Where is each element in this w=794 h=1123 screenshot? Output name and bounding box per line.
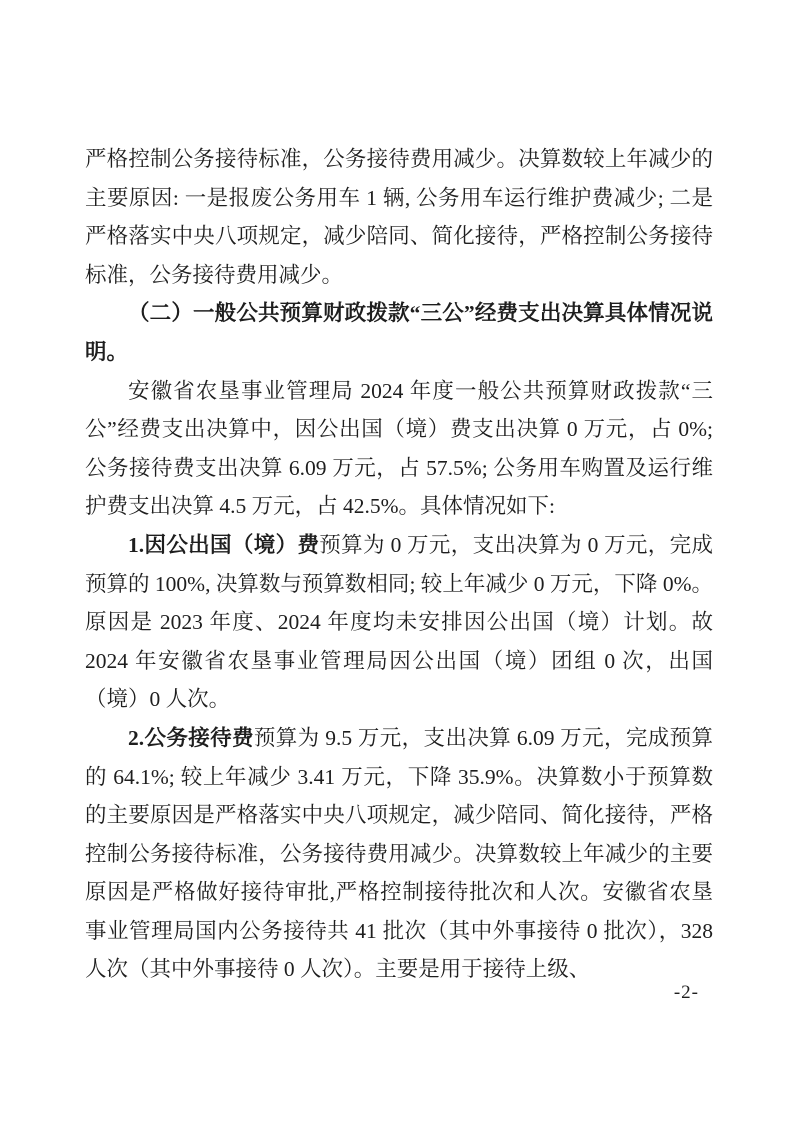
item2-label: 2.公务接待费	[128, 725, 254, 750]
paragraph-overview: 安徽省农垦事业管理局 2024 年度一般公共预算财政拨款“三公”经费支出决算中，因公出国（境）费支出决算 0 万元，占 0%; 公务接待费支出决算 6.09 万元，占 57.5%; 公务用车购置及运行维护费支出决算 4.5 万元，占 42.5%。具体情况如下:	[85, 378, 713, 519]
item2-text: 预算为 9.5 万元，支出决算 6.09 万元，完成预算的 64.1%; 较上年减少 3.41 万元，下降 35.9%。决算数小于预算数的主要原因是严格落实中央八项规定，减少陪同、简化接待，严格控制公务接待标准，公务接待费用减少。决算数较上年减少的主要原因是严格做好接待审批,严格控制接待批次和人次。安徽省农垦事业管理局国内公务接待共 41 批次（其中外事接待 0 批次），328 人次（其中外事接待 0 人次）。主要是用于接待上级、	[85, 725, 713, 982]
section-heading: （二）一般公共预算财政拨款“三公”经费支出决算具体情况说明。	[85, 301, 713, 364]
document-body	[85, 140, 713, 989]
paragraph-item1	[85, 526, 713, 719]
paragraph-continuation: 严格控制公务接待标准，公务接待费用减少。决算数较上年减少的主要原因: 一是报废公务用车 1 辆, 公务用车运行维护费减少; 二是严格落实中央八项规定，减少陪同、简化接待，严格控制公务接待标准，公务接待费用减少。	[85, 147, 713, 287]
item1-label: 1.因公出国（境）费	[128, 532, 320, 557]
item1-text: 预算为 0 万元，支出决算为 0 万元，完成预算的 100%, 决算数与预算数相同; 较上年减少 0 万元，下降 0%。原因是 2023 年度、2024 年度均未安排因公出国（境）计划。故 2024 年安徽省农垦事业管理局因公出国（境）团组 0 次，出国（境）0 人次。	[85, 532, 713, 712]
paragraph-item2	[85, 719, 713, 989]
page-number: -2-	[673, 982, 699, 1003]
